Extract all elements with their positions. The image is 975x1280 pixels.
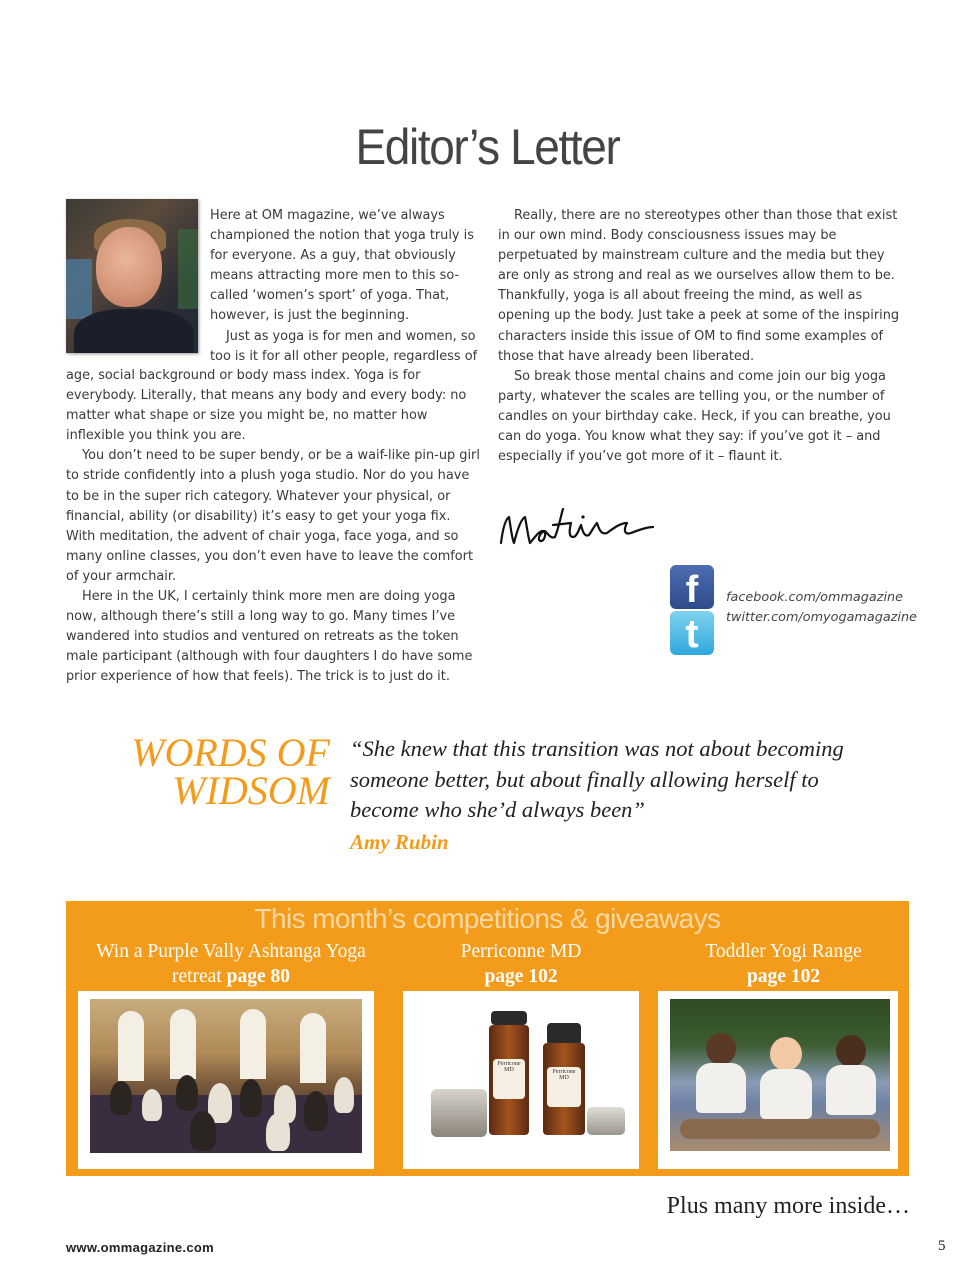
competition-item-perricone[interactable]: Perriconne MD page 102 [460,941,582,987]
letter-column-1-top [210,206,482,367]
page-reference: page 80 [226,966,291,987]
page-number: 5 [938,1238,946,1254]
competition-item-toddler-yogi[interactable]: Toddler Yogi Range page 102 [705,941,862,987]
letter-paragraph: Really, there are no stereotypes other than those that exist in our own mind. Body consciousness issues may be perpetuated by mainstream culture and the media but they are only as strong and real as we ourselves allow them to be. Thankfully, yoga is all about freeing the mind, as well as opening up the body. Just take a peek at some of the inspiring characters inside this issue of OM to find some examples of those that have already been liberated. [498,208,900,364]
editor-signature [497,497,667,557]
letter-paragraph: Just as yoga is for men and women, so too is it for all other people, regardless of [210,328,478,364]
facebook-icon[interactable]: f [670,565,714,609]
social-links [726,588,917,628]
letter-column-1-bottom [66,366,482,688]
quote-author: Amy Rubin [350,830,449,854]
page-title: Editor’s Letter [355,119,620,175]
yoga-retreat-photo[interactable] [78,991,374,1169]
facebook-link[interactable]: facebook.com/ommagazine [726,590,903,605]
letter-paragraph: Here in the UK, I certainly think more men are doing yoga now, although there’s still a long way to go. Many times I’ve wandered into studios and ventured on retreats as the token male participant (although with four daughters I do have some prior experience of how that feels). The trick is to just do it. [66,589,473,685]
page-reference: page 102 [484,966,558,987]
letter-paragraph: So break those mental chains and come join our big yoga party, whatever the scales are telling you, or the number of candles on your birthday cake. Heck, if you can breathe, you can do yoga. You know what they say: if you’ve got it – and especially if you’ve got more of it – flaunt it. [498,368,891,465]
editor-photo [66,199,198,353]
more-inside-text: Plus many more inside… [666,1193,910,1219]
letter-paragraph: Here at OM magazine, we’ve always championed the notion that yoga truly is for everyone. As a guy, that obviously means attracting more men to this so-called ‘women’s sport’ of yoga. That, however, is just the beginning. [210,208,474,324]
toddler-yogi-photo[interactable] [658,991,898,1169]
letter-column-2 [498,206,908,467]
competitions-panel [66,901,909,1176]
competition-item-yoga-retreat[interactable]: Win a Purple Vally Ashtanga Yoga retreat page 80 [96,941,366,987]
quote-text: “She knew that this transition was not about becoming someone better, but about finally allowing herself to become who she’d always been” [350,736,844,822]
letter-paragraph: age, social background or body mass index. Yoga is for everybody. Literally, that means any body and every body: no matter what shape or size you might be, no matter how inflexible you think you are. [66,368,467,444]
twitter-link[interactable]: twitter.com/omyogamagazine [726,610,917,625]
letter-paragraph: You don’t need to be super bendy, or be a waif-like pin-up girl to stride confidently into a plush yoga studio. Nor do you have to be in the super rich category. Whatever your physical, or financial, ability (or disability) it’s easy to get your yoga fix. With meditation, the advent of chair yoga, face yoga, and so many online classes, you don’t even have to leave the comfort of your armchair. [66,448,480,584]
footer-website[interactable]: www.ommagazine.com [66,1240,214,1255]
twitter-icon[interactable]: t [670,611,714,655]
perricone-products-photo[interactable]: Perricone MD Perricone MD [403,991,639,1169]
words-of-wisdom-heading: WORDS OF WIDSOM [131,730,330,813]
competitions-title: This month’s competitions & giveaways [254,903,721,934]
page-reference: page 102 [746,966,821,987]
